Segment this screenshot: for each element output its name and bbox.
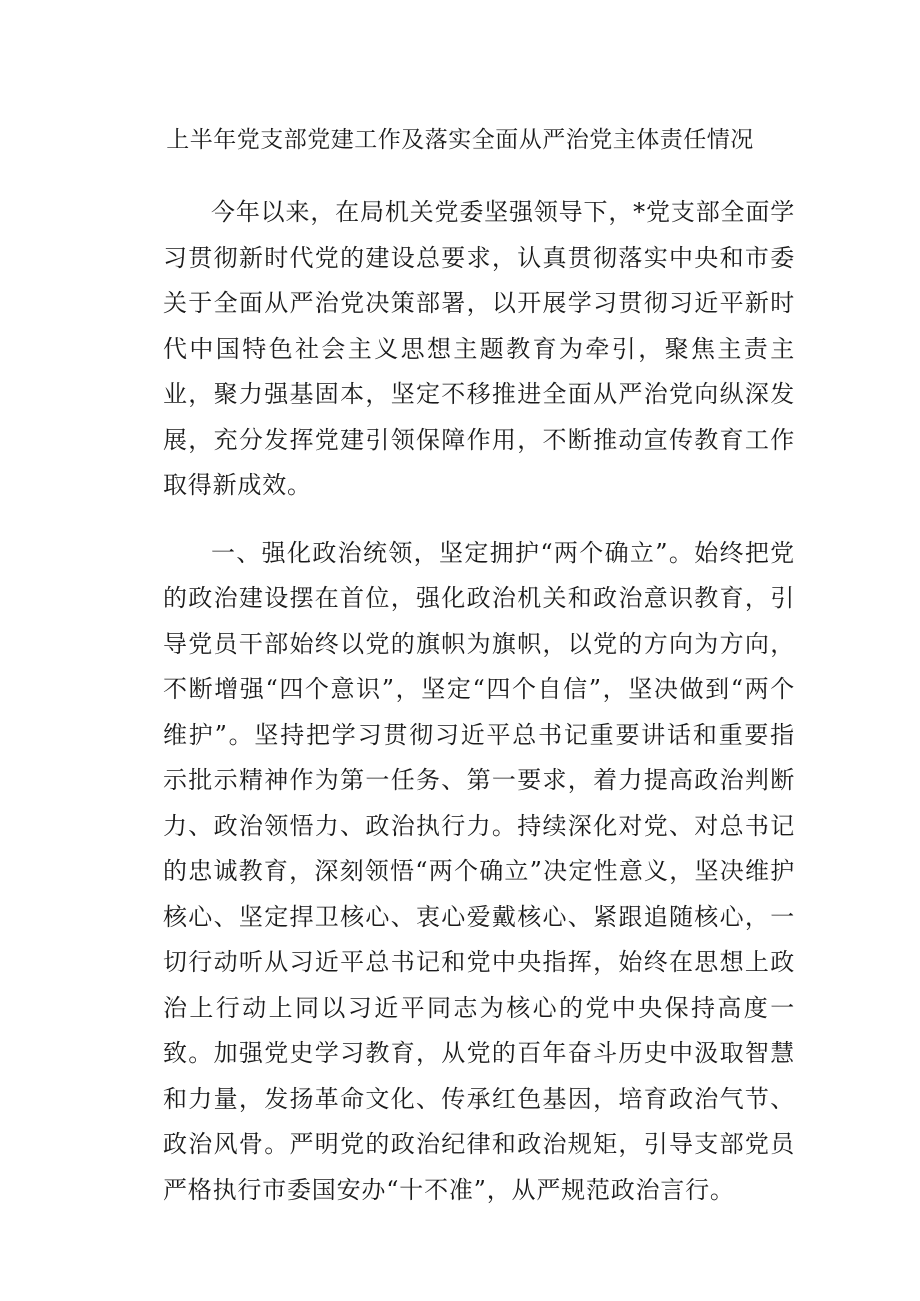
intro-paragraph: 今年以来，在局机关党委坚强领导下，*党支部全面学习贯彻新时代党的建设总要求，认真贯彻落实中央和市委关于全面从严治党决策部署，以开展学习贯彻习近平新时代中国特色社会主义思想主题教育为牵引，聚焦主责主业，聚力强基固本，坚定不移推进全面从严治党向纵深发展，充分发挥党建引领保障作用，不断推动宣传教育工作取得新成效。 [163,198,795,499]
document-title: 上半年党支部党建工作及落实全面从严治党主体责任情况 [166,127,754,153]
document-body [163,190,795,1213]
section-one-paragraph: 一、强化政治统领，坚定拥护“两个确立”。始终把党的政治建设摆在首位，强化政治机关和政治意识教育，引导党员干部始终以党的旗帜为旗帜，以党的方向为方向，不断增强“四个意识”，坚定“四个自信”，坚决做到“两个维护”。坚持把学习贯彻习近平总书记重要讲话和重要指示批示精神作为第一任务、第一要求，着力提高政治判断力、政治领悟力、政治执行力。持续深化对党、对总书记的忠诚教育，深刻领悟“两个确立”决定性意义，坚决维护核心、坚定捍卫核心、衷心爱戴核心、紧跟追随核心，一切行动听从习近平总书记和党中央指挥，始终在思想上政治上行动上同以习近平同志为核心的党中央保持高度一致。加强党史学习教育，从党的百年奋斗历史中汲取智慧和力量，发扬革命文化、传承红色基因，培育政治气节、政治风骨。严明党的政治纪律和政治规矩，引导支部党员严格执行市委国安办“十不准”，从严规范政治言行。 [163,538,795,1204]
